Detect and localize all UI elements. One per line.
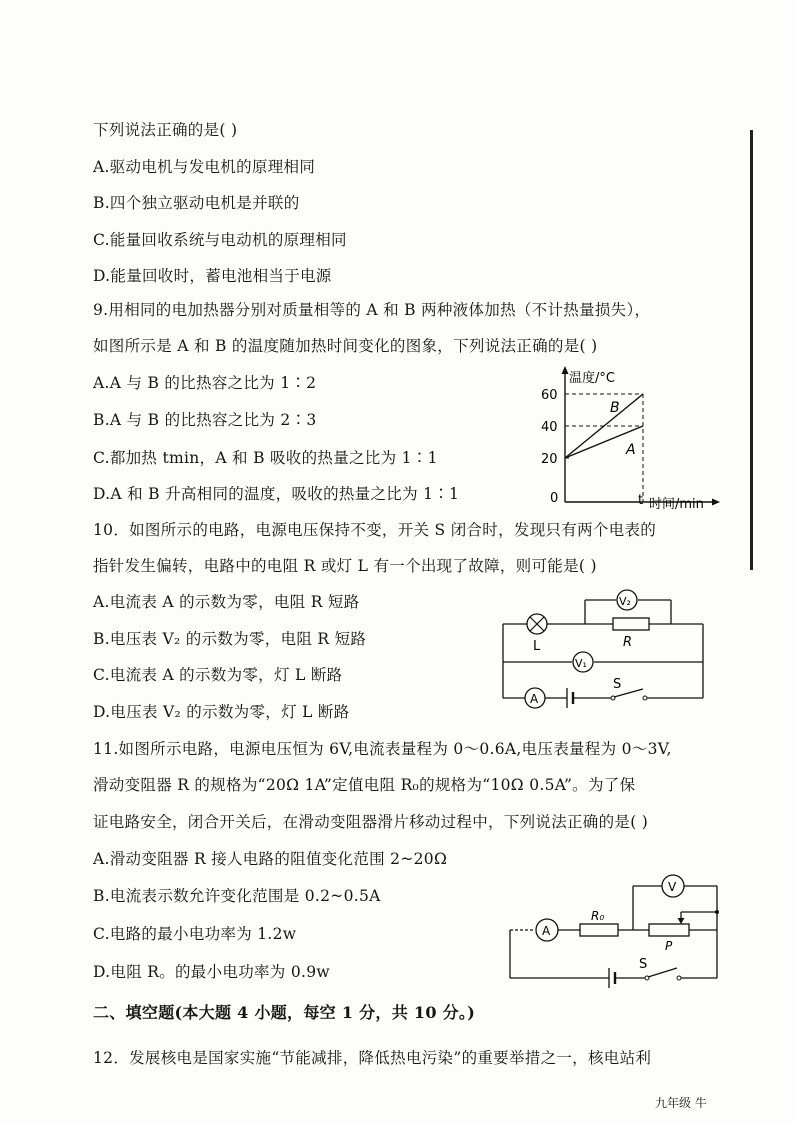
graph-y-tick-20: 20 (541, 452, 558, 467)
q8-option-b: B.四个独立驱动电机是并联的 (93, 194, 300, 212)
q11-rheostat-label: P (665, 939, 673, 953)
q11-rheostat-r (649, 924, 689, 936)
q11-switch-blade (648, 968, 677, 977)
q10-switch-label: S (613, 677, 622, 692)
graph-line-b-label: B (610, 400, 620, 416)
graph-x-arrow (712, 499, 720, 506)
q10-stem-line1: 10．如图所示的电路，电源电压保持不变，开关 S 闭合时，发现只有两个电表的 (93, 521, 657, 539)
q10-switch-contact (643, 696, 647, 700)
q11-option-a: A.滑动变阻器 R 接人电路的阻值变化范围 2~20Ω (93, 850, 448, 868)
q11-option-c: C.电路的最小电功率为 1.2w (93, 925, 297, 943)
q8-option-d: D.能量回收时，蓄电池相当于电源 (93, 267, 332, 285)
q9-option-b: B.A 与 B 的比热容之比为 2∶3 (93, 411, 317, 429)
q9-temperature-graph (530, 362, 730, 514)
q11-resistor-r0 (580, 924, 618, 936)
q8-option-a: A.驱动电机与发电机的原理相同 (93, 158, 316, 176)
q9-stem-line1: 9.用相同的电加热器分别对质量相等的 A 和 B 两种液体加热（不计热量损失）， (93, 301, 651, 319)
graph-y-axis-label: 温度/°C (569, 371, 615, 386)
q11-switch-label: S (639, 957, 648, 972)
q9-stem-line2: 如图所示是 A 和 B 的温度随加热时间变化的图象，下列说法正确的是( ) (93, 337, 598, 355)
q11-ammeter-label: A (542, 924, 551, 938)
q11-stem-line2: 滑动变阻器 R 的规格为“20Ω 1A”定值电阻 R₀的规格为“10Ω 0.5A”。为了保 (93, 776, 636, 794)
q9-option-c: C.都加热 tmin，A 和 B 吸收的热量之比为 1∶1 (93, 449, 438, 467)
q11-switch-contact (677, 976, 681, 980)
graph-y-arrow (562, 366, 569, 374)
q11-option-d: D.电阻 R。的最小电功率为 0.9w (93, 963, 330, 981)
q10-resistor-r (613, 618, 649, 630)
graph-line-a-label: A (626, 442, 636, 458)
q11-r0-label: R₀ (591, 909, 605, 923)
graph-y-tick-40: 40 (541, 420, 558, 435)
q8-option-c: C.能量回收系统与电动机的原理相同 (93, 231, 347, 249)
q10-circuit-diagram (495, 588, 715, 718)
q10-ammeter-label: A (530, 692, 539, 706)
q11-option-b: B.电流表示数允许变化范围是 0.2~0.5A (93, 887, 381, 905)
q10-option-b: B.电压表 V₂ 的示数为零，电阻 R 短路 (93, 630, 367, 648)
q11-stem-line1: 11.如图所示电路，电源电压恒为 6V,电流表量程为 0～0.6A,电压表量程为 0～3V, (93, 740, 672, 758)
q10-option-d: D.电压表 V₂ 的示数为零，灯 L 断路 (93, 703, 350, 721)
q11-voltmeter-label: V (668, 880, 677, 894)
q11-slider-arrow (678, 918, 685, 924)
q10-v1-label: V₁ (575, 657, 587, 670)
graph-x-tick-t: t (638, 493, 644, 508)
q9-option-d: D.A 和 B 升高相同的温度，吸收的热量之比为 1∶1 (93, 485, 460, 503)
q10-lamp-label: L (533, 639, 541, 654)
q11-stem-line3: 证电路安全，闭合开关后，在滑动变阻器滑片移动过程中，下列说法正确的是( ) (93, 813, 649, 831)
page-footer: 九年级 牛 (655, 1096, 707, 1110)
q11-circuit-diagram (505, 868, 730, 990)
graph-x-axis-label: 时间/min (649, 497, 704, 512)
q12-stem-line1: 12．发展核电是国家实施“节能减排，降低热电污染”的重要举措之一，核电站利 (93, 1049, 652, 1067)
q10-stem-line2: 指针发生偏转，电路中的电阻 R 或灯 L 有一个出现了故障，则可能是( ) (93, 557, 597, 575)
section-2-heading: 二、填空题(本大题 4 小题，每空 1 分，共 10 分。) (93, 1003, 476, 1022)
q10-v2-label: V₂ (619, 595, 631, 608)
graph-y-tick-60: 60 (541, 388, 558, 403)
q10-option-c: C.电流表 A 的示数为零，灯 L 断路 (93, 666, 343, 684)
q10-resistor-label: R (623, 635, 633, 650)
graph-origin-label: 0 (550, 491, 559, 506)
q10-option-a: A.电流表 A 的示数为零，电阻 R 短路 (93, 593, 360, 611)
q8-stem: 下列说法正确的是( ) (93, 121, 238, 139)
q9-option-a: A.A 与 B 的比热容之比为 1∶2 (93, 374, 317, 392)
scan-edge-bar (750, 130, 753, 570)
